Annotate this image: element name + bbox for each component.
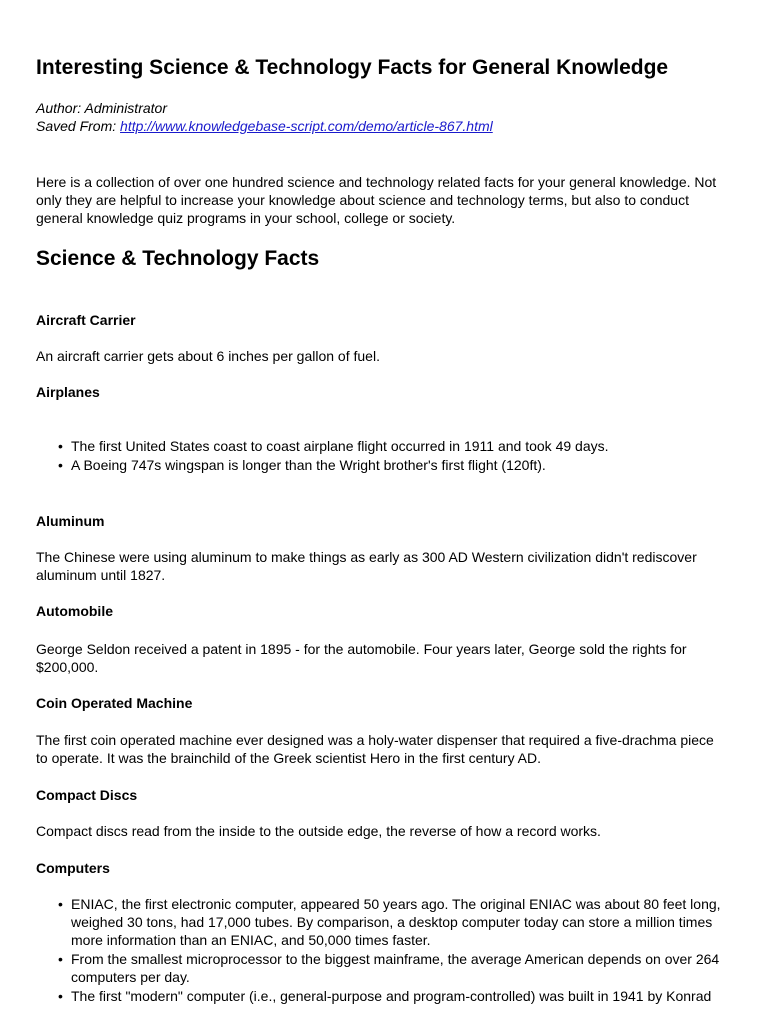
- topic-text-aircraft-carrier: An aircraft carrier gets about 6 inches per gallon of fuel.: [36, 348, 380, 364]
- topic-heading-coin-operated-machine: Coin Operated Machine: [36, 695, 193, 711]
- topic-heading-computers: Computers: [36, 860, 110, 876]
- topic-heading-compact-discs: Compact Discs: [36, 787, 138, 803]
- list-item: • The first "modern" computer (i.e., general-purpose and program-controlled) was built in 1941 by Konrad: [36, 987, 726, 1005]
- document-meta: [36, 99, 493, 135]
- topic-text-aluminum: The Chinese were using aluminum to make things as early as 300 AD Western civilization didn't rediscover aluminum until 1827.: [36, 549, 697, 583]
- topic-heading-automobile: Automobile: [36, 603, 113, 619]
- list-item: • The first United States coast to coast airplane flight occurred in 1911 and took 49 days.: [36, 437, 726, 455]
- section-title: Science & Technology Facts: [36, 247, 320, 270]
- list-item: • From the smallest microprocessor to the biggest mainframe, the average American depends on over 264 computers per day.: [36, 950, 726, 986]
- list-item: • A Boeing 747s wingspan is longer than the Wright brother's first flight (120ft).: [36, 456, 726, 474]
- topic-text-automobile: George Seldon received a patent in 1895 - for the automobile. Four years later, George sold the rights for $200,000.: [36, 641, 687, 675]
- saved-from-line: [36, 117, 493, 135]
- author-line: Author: Administrator: [36, 100, 167, 116]
- topic-text-compact-discs: Compact discs read from the inside to the outside edge, the reverse of how a record works.: [36, 823, 601, 839]
- saved-from-label: Saved From:: [36, 118, 117, 134]
- topic-heading-aluminum: Aluminum: [36, 513, 105, 529]
- topic-heading-airplanes: Airplanes: [36, 384, 100, 400]
- topic-heading-aircraft-carrier: Aircraft Carrier: [36, 312, 136, 328]
- topic-text-coin-operated-machine: The first coin operated machine ever designed was a holy-water dispenser that required a five-drachma piece to operate. It was the brainchild of the Greek scientist Hero in the first century AD.: [36, 732, 714, 766]
- intro-paragraph: Here is a collection of over one hundred science and technology related facts for your general knowledge. Not only they are helpful to increase your knowledge about science and technology terms, but also to conduct general knowledge quiz programs in your school, college or society.: [36, 174, 717, 226]
- topic-list-airplanes: [36, 437, 726, 475]
- topic-list-computers: [36, 895, 726, 1006]
- source-link[interactable]: http://www.knowledgebase-script.com/demo/article-867.html: [120, 118, 493, 134]
- document-title: Interesting Science & Technology Facts for General Knowledge: [36, 56, 669, 79]
- list-item: • ENIAC, the first electronic computer, appeared 50 years ago. The original ENIAC was about 80 feet long, weighed 30 tons, had 17,000 tubes. By comparison, a desktop computer today can store a million times more information than an ENIAC, and 50,000 times faster.: [36, 895, 726, 949]
